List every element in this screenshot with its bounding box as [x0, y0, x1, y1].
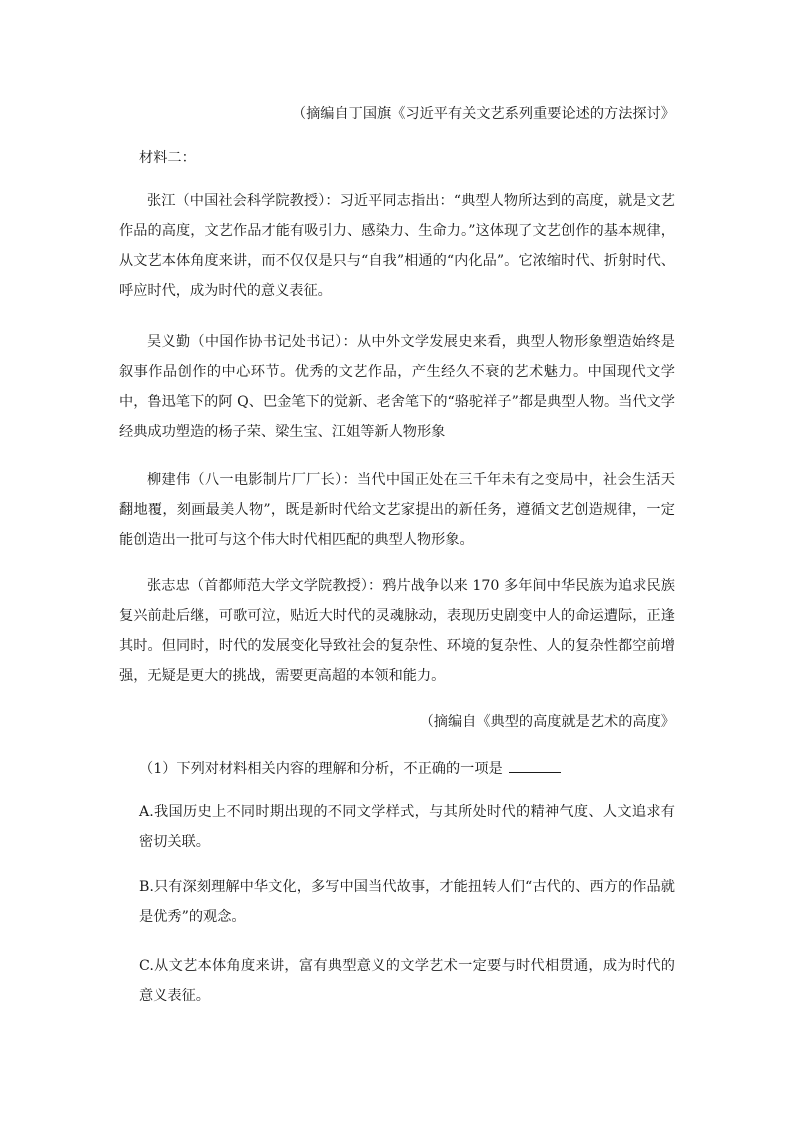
material-2-heading: 材料二： [139, 150, 196, 166]
answer-blank[interactable] [509, 758, 561, 773]
paragraph-liu-jianwei: 柳建伟（八一电影制片厂厂长）：当代中国正处在三千年未有之变局中，社会生活天翻地覆，刻画最美人物”，既是新时代给文艺家提出的新任务，遵循文艺创造规律，一定能创造出一批可与这个伟大时代相匹配的典型人物形象。 [119, 472, 675, 548]
paragraph-zhang-zhizhong: 张志忠（首都师范大学文学院教授）：鸦片战争以来 170 多年间中华民族为追求民族复兴前赴后继，可歌可泣，贴近大时代的灵魂脉动，表现历史剧变中人的命运遭际，正逢其时。但同时，时代的发展变化导致社会的复杂性、环境的复杂性、人的复杂性都空前增强，无疑是更大的挑战，需要更高超的本领和能力。 [119, 578, 675, 684]
option-c: C.从文艺本体角度来讲，富有典型意义的文学艺术一定要与时代相贯通，成为时代的意义表征。 [139, 958, 675, 1004]
paragraph-zhang-jiang: 张江（中国社会科学院教授）：习近平同志指出：“典型人物所达到的高度，就是文艺作品的高度，文艺作品才能有吸引力、感染力、生命力。”这体现了文艺创作的基本规律，从文艺本体角度来讲，而不仅仅是只与“自我”相通的“内化品”。它浓缩时代、折射时代、呼应时代，成为时代的意义表征。 [119, 193, 675, 299]
source-citation-2: （摘编自《典型的高度就是艺术的高度》 [419, 714, 675, 730]
question-stem [139, 754, 675, 784]
option-b: B.只有深刻理解中华文化，多写中国当代故事，才能扭转人们“古代的、西方的作品就是优秀”的观念。 [139, 879, 675, 925]
document-page [119, 0, 675, 1123]
option-a: A.我国历史上不同时期出现的不同文学样式，与其所处时代的精神气度、人文追求有密切关联。 [139, 804, 675, 850]
paragraph-wu-yiqin: 吴义勤（中国作协书记处书记）：从中外文学发展史来看，典型人物形象塑造始终是叙事作品创作的中心环节。优秀的文艺作品，产生经久不衰的艺术魅力。中国现代文学中，鲁迅笔下的阿 Q、巴金笔下的觉新、老舍笔下的“骆驼祥子”都是典型人物。当代文学经典成功塑造的杨子荣、梁生宝、江姐等新人物形象 [119, 334, 675, 440]
question-stem-text: （1）下列对材料相关内容的理解和分析，不正确的一项是 [139, 761, 503, 777]
source-citation-1: （摘编自丁国旗《习近平有关文艺系列重要论述的方法探讨》 [291, 106, 675, 122]
